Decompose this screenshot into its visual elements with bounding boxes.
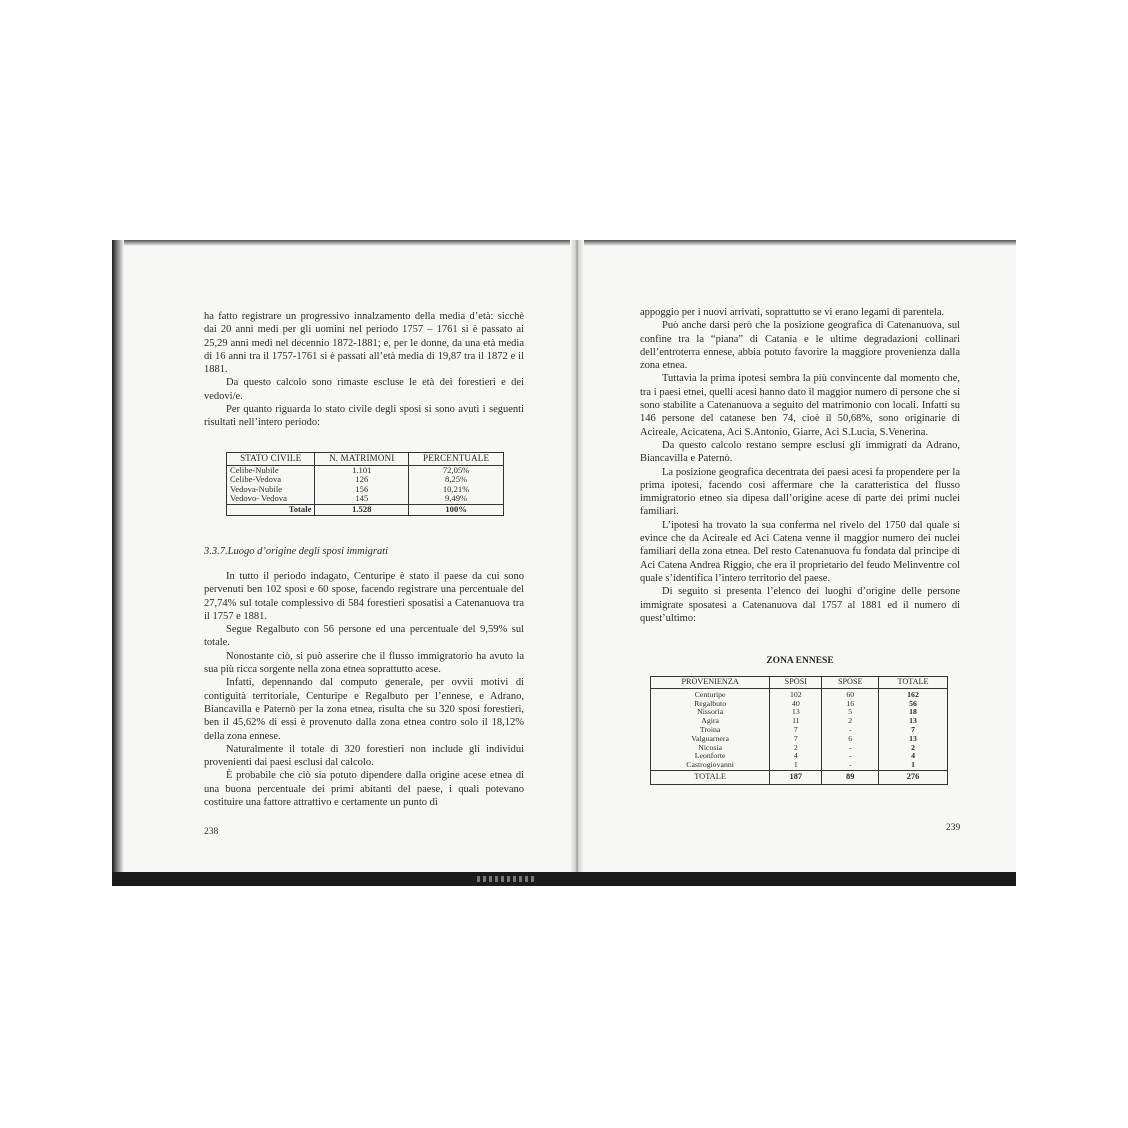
table-cell: 1 xyxy=(879,761,948,770)
table-cell: 9,49% xyxy=(409,494,504,504)
page-number: 238 xyxy=(204,827,219,837)
table-cell: 100% xyxy=(409,504,504,515)
table-cell: 102 xyxy=(770,688,822,699)
book-gutter xyxy=(570,240,584,886)
table-cell: 56 xyxy=(879,700,948,709)
table-cell: 162 xyxy=(879,688,948,699)
page-edge-top-left xyxy=(112,240,578,246)
table-header: SPOSI xyxy=(770,677,822,689)
scan-shadow-left xyxy=(112,240,124,886)
table-cell: 13 xyxy=(879,735,948,744)
table-cell: 1 xyxy=(770,761,822,770)
civil-status-table xyxy=(226,452,504,516)
table-cell: Totale xyxy=(227,504,315,515)
table-cell: 16 xyxy=(822,700,879,709)
table-cell: 2 xyxy=(879,744,948,753)
paragraph: Di seguito si presenta l’elenco dei luoghi d’origine delle persone immigrate sposatesi a Catenanuova dal 1757 al 1881 ed il numero di quest’ultimo: xyxy=(640,586,960,624)
table-cell: 4 xyxy=(770,752,822,761)
left-page-body xyxy=(204,310,524,430)
table-cell: 2 xyxy=(770,744,822,753)
table-row xyxy=(651,717,948,726)
table-cell: 145 xyxy=(315,494,409,504)
table-cell: Regalbuto xyxy=(651,700,770,709)
table-header: PROVENIENZA xyxy=(651,677,770,689)
table-cell: - xyxy=(822,726,879,735)
table-header: SPOSE xyxy=(822,677,879,689)
table-cell: Vedovo- Vedova xyxy=(227,494,315,504)
table-cell: Agira xyxy=(651,717,770,726)
page-edge-top-right xyxy=(578,240,1016,246)
table-row xyxy=(651,761,948,770)
paragraph: La posizione geografica decentrata dei paesi acesi fa propendere per la prima ipotesi, facendo così affermare che la caratteristica del flusso immigratorio etneo sia dipesa dall’origine acese di parte dei primi nuclei familiari. xyxy=(640,466,960,518)
paragraph: Può anche darsi però che la posizione geografica di Catenanuova, sul confine tra la “piana” di Catania e le ultime degradazioni collinari dell’entroterra ennese, abbia potuto favorire la maggiore provenienza dalla zona etnea. xyxy=(640,320,960,372)
table-cell: 5 xyxy=(822,708,879,717)
table-cell: 187 xyxy=(770,770,822,784)
table-cell: - xyxy=(822,761,879,770)
table-total-row xyxy=(651,770,948,784)
table-cell: 13 xyxy=(770,708,822,717)
paragraph: appoggio per i nuovi arrivati, soprattutto se vi erano legami di parentela. xyxy=(640,307,945,318)
table-row xyxy=(651,735,948,744)
table-cell: TOTALE xyxy=(651,770,770,784)
table-cell: Celibe-Vedova xyxy=(227,475,315,485)
table-row xyxy=(227,494,504,504)
table-cell: 40 xyxy=(770,700,822,709)
table-cell: - xyxy=(822,752,879,761)
table-cell: Vedova-Nubile xyxy=(227,485,315,495)
section-title: 3.3.7.Luogo d’origine degli sposi immigrati xyxy=(204,546,389,557)
left-page-body-2 xyxy=(204,570,524,809)
paragraph: Per quanto riguarda lo stato civile degli sposi si sono avuti i seguenti risultati nell’intero periodo: xyxy=(204,404,524,429)
paragraph: Nonostante ciò, si può asserire che il flusso immigratorio ha avuto la sua più ricca sorgente nella zona etnea soprattutto acese. xyxy=(204,650,524,676)
table-cell: 8,25% xyxy=(409,475,504,485)
table-cell: Centuripe xyxy=(651,688,770,699)
right-page-body xyxy=(640,306,960,625)
table-cell: - xyxy=(822,744,879,753)
table-cell: 18 xyxy=(879,708,948,717)
paragraph: Naturalmente il totale di 320 forestieri non include gli individui provenienti dai paesi esclusi dal calcolo. xyxy=(204,743,524,769)
scan-bottom-edge xyxy=(112,872,1016,886)
table-cell: 72,05% xyxy=(409,465,504,475)
table-header: N. MATRIMONI xyxy=(315,453,409,466)
table-cell: Leonforte xyxy=(651,752,770,761)
table-cell: Nicosia xyxy=(651,744,770,753)
paragraph: Da questo calcolo restano sempre esclusi gli immigrati da Adrano, Biancavilla e Paternò. xyxy=(640,439,960,465)
table-cell: 60 xyxy=(822,688,879,699)
table-cell: 11 xyxy=(770,717,822,726)
table-cell: 7 xyxy=(879,726,948,735)
table-cell: Celibe-Nubile xyxy=(227,465,315,475)
paragraph: Infatti, depennando dal computo generale, per ovvii motivi di contiguità territoriale, Centuripe e Regalbuto per l’ennese, e Adrano, Biancavilla e Paternò per la zona etnea, risulta che su 320 sposi forestieri, ben il 45,62% di essi è provenuto dalla zona etnea contro solo il 18,12% della zona ennese. xyxy=(204,677,524,742)
paragraph: È probabile che ciò sia potuto dipendere dalla origine acese etnea di una buona percentuale dei primi abitanti del paese, i quali potevano costituire una fattore attrattivo e certamente un punto di xyxy=(204,770,524,809)
table-row xyxy=(651,688,948,699)
table-cell: 1.528 xyxy=(315,504,409,515)
table-cell: 7 xyxy=(770,726,822,735)
table-cell: 1.101 xyxy=(315,465,409,475)
table-cell: 276 xyxy=(879,770,948,784)
paragraph: ha fatto registrare un progressivo innalzamento della media d’età: sicchè dai 20 anni medi per gli uomini nel periodo 1757 – 1761 si è passato ai 25,29 anni medi nel decennio 1872-1881; e, per le donne, da una età media di 16 anni tra il 1757-1761 si è passati all’età media di 19,87 tra il 1872 e il 1881. xyxy=(204,311,524,376)
page-number: 239 xyxy=(946,823,961,833)
table-cell: 156 xyxy=(315,485,409,495)
table-cell: Troina xyxy=(651,726,770,735)
origin-table xyxy=(650,676,948,785)
paragraph: L’ipotesi ha trovato la sua conferma nel rivelo del 1750 dal quale si evince che da Acireale ed Aci Catena venne il maggior numero dei nuclei familiari della zona etnea. Del resto Catenanuova fu fondata dal principe di Aci Catena Andrea Riggio, che era il proprietario del feudo Melinventre col quale s’identifica l’intero territorio del paese. xyxy=(640,519,960,584)
table-cell: 89 xyxy=(822,770,879,784)
table-cell: 10,21% xyxy=(409,485,504,495)
table-cell: 2 xyxy=(822,717,879,726)
table-cell: 126 xyxy=(315,475,409,485)
table-cell: Valguarnera xyxy=(651,735,770,744)
paragraph: In tutto il periodo indagato, Centuripe è stato il paese da cui sono pervenuti ben 102 sposi e 60 spose, facendo registrare una percentuale del 27,74% sul totale complessivo di 584 forestieri sposatisi a Catenanuova tra il 1757 e 1881. xyxy=(204,571,524,622)
table-cell: 4 xyxy=(879,752,948,761)
paragraph: Da questo calcolo sono rimaste escluse le età dei forestieri e dei vedovi/e. xyxy=(204,377,524,402)
table-cell: Castrogiovanni xyxy=(651,761,770,770)
table-cell: 7 xyxy=(770,735,822,744)
table-header: TOTALE xyxy=(879,677,948,689)
paragraph: Tuttavia la prima ipotesi sembra la più convincente dal momento che, tra i paesi etnei, quelli acesi hanno dato il maggior numero di persone che si sono stabilite a Catenanuova a seguito del matrimonio con locali. Infatti su 146 persone del catanese ben 74, cioè il 50,68%, sono originarie di Acireale, Acicatena, Aci S.Antonio, Giarre, Aci S.Lucia, S.Venerina. xyxy=(640,373,960,438)
table-total-row xyxy=(227,504,504,515)
table-cell: 6 xyxy=(822,735,879,744)
table-header: STATO CIVILE xyxy=(227,453,315,466)
table-header: PERCENTUALE xyxy=(409,453,504,466)
table-cell: 13 xyxy=(879,717,948,726)
paragraph: Segue Regalbuto con 56 persone ed una percentuale del 9,59% sul totale. xyxy=(204,624,524,649)
zone-title: ZONA ENNESE xyxy=(766,656,834,666)
table-cell: Nissoria xyxy=(651,708,770,717)
